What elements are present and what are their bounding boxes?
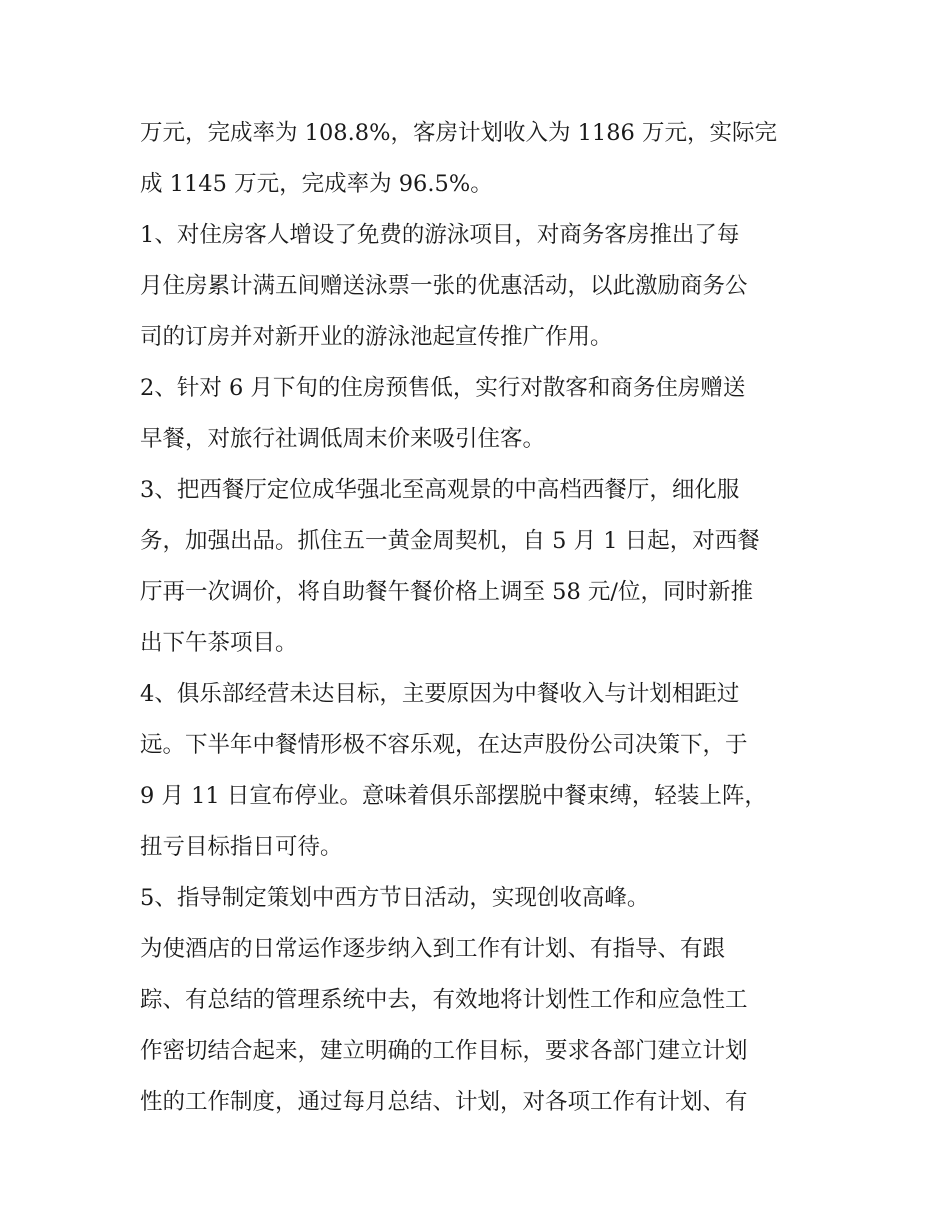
text-line: 厅再一次调价，将自助餐午餐价格上调至 58 元/位，同时新推 — [140, 579, 754, 605]
text-line: 万元，完成率为 108.8%，客房计划收入为 1186 万元，实际完 — [140, 120, 778, 146]
text-line: 踪、有总结的管理系统中去，有效地将计划性工作和应急性工 — [140, 987, 748, 1013]
text-line: 3、把西餐厅定位成华强北至高观景的中高档西餐厅，细化服 — [140, 477, 740, 503]
text-line: 司的订房并对新开业的游泳池起宣传推广作用。 — [140, 324, 613, 350]
document-body — [140, 108, 820, 1128]
text-line: 远。下半年中餐情形极不容乐观，在达声股份公司决策下，于 — [140, 732, 748, 758]
text-line: 作密切结合起来，建立明确的工作目标，要求各部门建立计划 — [140, 1038, 748, 1064]
text-line: 早餐，对旅行社调低周末价来吸引住客。 — [140, 426, 546, 452]
text-line: 务，加强出品。抓住五一黄金周契机，自 5 月 1 日起，对西餐 — [140, 528, 760, 554]
text-line: 月住房累计满五间赠送泳票一张的优惠活动，以此激励商务公 — [140, 273, 748, 299]
text-line: 4、俱乐部经营未达目标，主要原因为中餐收入与计划相距过 — [140, 681, 740, 707]
text-line: 出下午茶项目。 — [140, 630, 298, 656]
text-line: 为使酒店的日常运作逐步纳入到工作有计划、有指导、有跟 — [140, 936, 726, 962]
text-line: 成 1145 万元，完成率为 96.5%。 — [140, 171, 493, 197]
text-line: 1、对住房客人增设了免费的游泳项目，对商务客房推出了每 — [140, 222, 740, 248]
text-line: 2、针对 6 月下旬的住房预售低，实行对散客和商务住房赠送 — [140, 375, 746, 401]
text-line: 5、指导制定策划中西方节日活动，实现创收高峰。 — [140, 885, 650, 911]
text-line: 性的工作制度，通过每月总结、计划，对各项工作有计划、有 — [140, 1089, 748, 1115]
text-line: 9 月 11 日宣布停业。意味着俱乐部摆脱中餐束缚，轻装上阵， — [140, 783, 767, 809]
text-line: 扭亏目标指日可待。 — [140, 834, 343, 860]
